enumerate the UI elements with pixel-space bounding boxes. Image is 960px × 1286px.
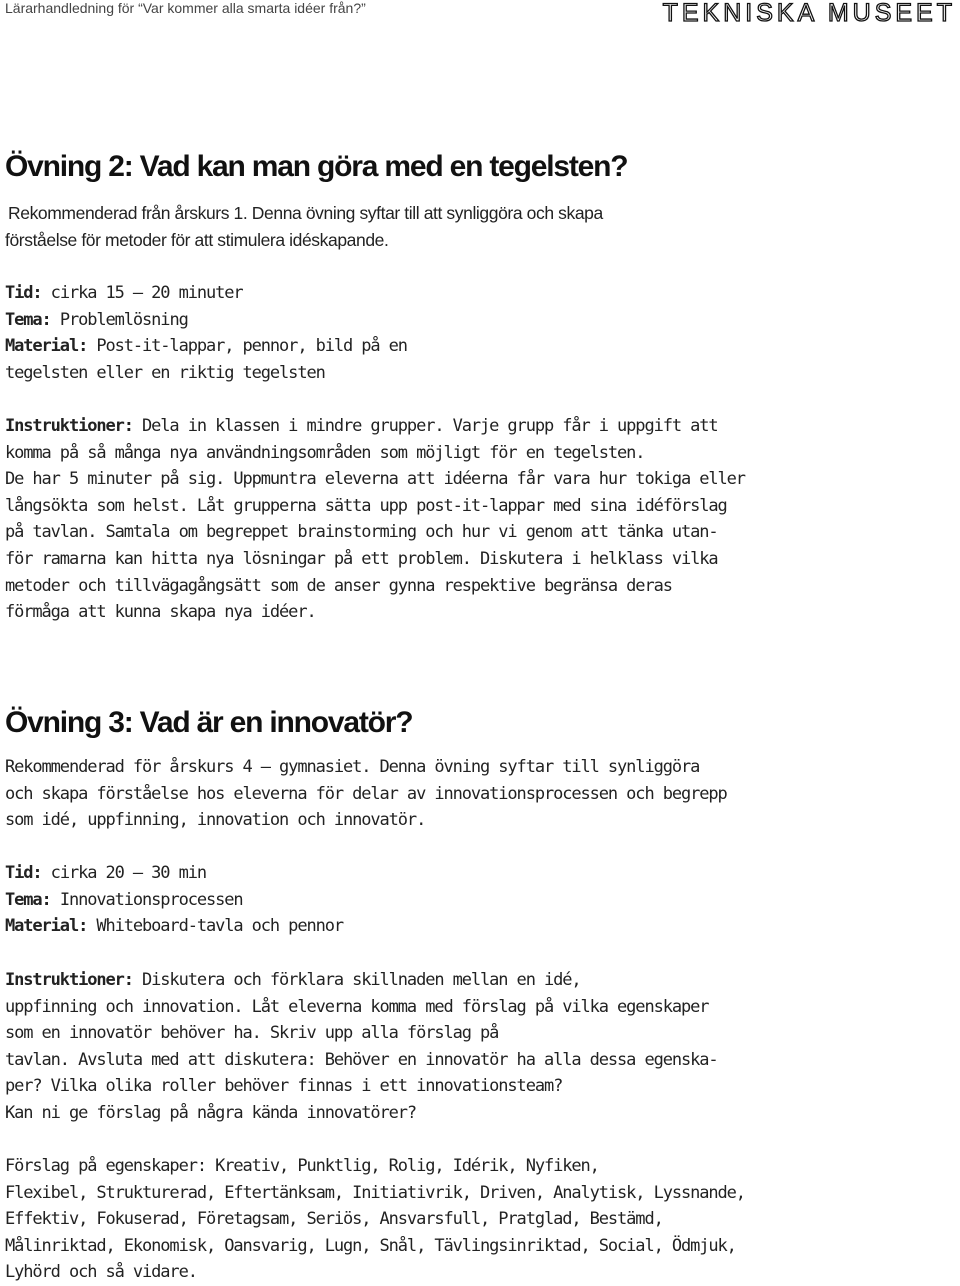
instructions-line: på tavlan. Samtala om begreppet brainstorming och hur vi genom att tänka utan- [5, 522, 718, 543]
instructions-line: per? Vilka olika roller behöver finnas i ett innovationsteam? [5, 1076, 563, 1097]
theme-row [5, 307, 955, 334]
instructions-first-line [5, 967, 955, 994]
material-label: Material: [5, 916, 88, 937]
instructions-line: De har 5 minuter på sig. Uppmuntra eleverna att idéerna får vara hur tokiga eller [5, 469, 745, 490]
material-row [5, 333, 955, 360]
instructions-line: uppfinning och innovation. Låt eleverna komma med förslag på vilka egenskaper [5, 996, 709, 1017]
instructions-label: Instruktioner: [5, 416, 133, 436]
time-row [5, 280, 955, 307]
suggestions-line: Effektiv, Fokuserad, Företagsam, Seriös, Ansvarsfull, Pratglad, Bestämd, [5, 1209, 663, 1230]
suggestions-line: Målinriktad, Ekonomisk, Oansvarig, Lugn, Snål, Tävlingsinriktad, Social, Ödmjuk, [5, 1235, 736, 1256]
exercise-3-title: Övning 3: Vad är en innovatör? [5, 706, 413, 739]
intro-line: som idé, uppfinning, innovation och innovatör. [5, 810, 426, 831]
museum-logo: TEKNISKA MUSEET [662, 0, 956, 27]
material-value: Whiteboard-tavla och pennor [87, 916, 343, 937]
suggestions-line: Lyhörd och så vidare. [5, 1262, 197, 1283]
exercise-2-intro [5, 200, 955, 253]
material-continued: tegelsten eller en riktig tegelsten [5, 362, 325, 383]
instructions-line: som en innovatör behöver ha. Skriv upp alla förslag på [5, 1023, 499, 1044]
time-label: Tid: [5, 863, 42, 883]
instructions-text: Dela in klassen i mindre grupper. Varje grupp får i uppgift att [132, 416, 718, 436]
theme-row [5, 887, 955, 914]
time-label: Tid: [5, 283, 42, 303]
exercise-2-instructions [5, 413, 955, 626]
exercise-3-instructions [5, 967, 955, 1127]
exercise-2-details [5, 280, 955, 386]
intro-line: Rekommenderad från årskurs 1. Denna övning syftar till att synliggöra och skapa [8, 203, 603, 223]
material-label: Material: [5, 336, 88, 357]
instructions-line: komma på så många nya användningsområden som möjligt för en tegelsten. [5, 442, 645, 463]
guide-title: Lärarhandledning för “Var kommer alla smarta idéer från?” [5, 0, 366, 16]
instructions-line: tavlan. Avsluta med att diskutera: Behöver en innovatör ha alla dessa egenska- [5, 1049, 718, 1070]
intro-line: och skapa förståelse hos eleverna för delar av innovationsprocessen och begrepp [5, 783, 727, 804]
instructions-line: Kan ni ge förslag på några kända innovatörer? [5, 1102, 417, 1123]
instructions-first-line [5, 413, 955, 440]
material-value: Post-it-lappar, pennor, bild på en [87, 336, 407, 357]
instructions-line: förmåga att kunna skapa nya idéer. [5, 602, 316, 623]
intro-line: Rekommenderad för årskurs 4 – gymnasiet. Denna övning syftar till synliggöra [5, 757, 700, 777]
instructions-label: Instruktioner: [5, 970, 133, 990]
exercise-3-details [5, 860, 955, 940]
instructions-line: långsökta som helst. Låt grupperna sätta upp post-it-lappar med sina idéförslag [5, 495, 727, 516]
time-value: cirka 15 – 20 minuter [41, 283, 243, 303]
instructions-line: för ramarna kan hitta nya lösningar på ett problem. Diskutera i helklass vilka [5, 548, 718, 569]
suggestions-line: Förslag på egenskaper: Kreativ, Punktlig, Rolig, Idérik, Nyfiken, [5, 1156, 599, 1176]
theme-value: Problemlösning [50, 309, 188, 330]
exercise-2-title: Övning 2: Vad kan man göra med en tegelsten? [5, 150, 628, 183]
exercise-3-intro [5, 754, 955, 834]
instructions-text: Diskutera och förklara skillnaden mellan en idé, [132, 970, 581, 990]
material-row [5, 913, 955, 940]
time-value: cirka 20 – 30 min [41, 863, 206, 883]
theme-label: Tema: [5, 889, 51, 910]
theme-label: Tema: [5, 309, 51, 330]
time-row [5, 860, 955, 887]
intro-line: förståelse för metoder för att stimulera idéskapande. [5, 229, 389, 250]
suggestions-line: Flexibel, Strukturerad, Eftertänksam, Initiativrik, Driven, Analytisk, Lyssnande, [5, 1182, 745, 1203]
theme-value: Innovationsprocessen [50, 889, 243, 910]
exercise-3-suggestions [5, 1153, 955, 1286]
instructions-line: metoder och tillvägagångsätt som de anser gynna respektive begränsa deras [5, 575, 672, 596]
